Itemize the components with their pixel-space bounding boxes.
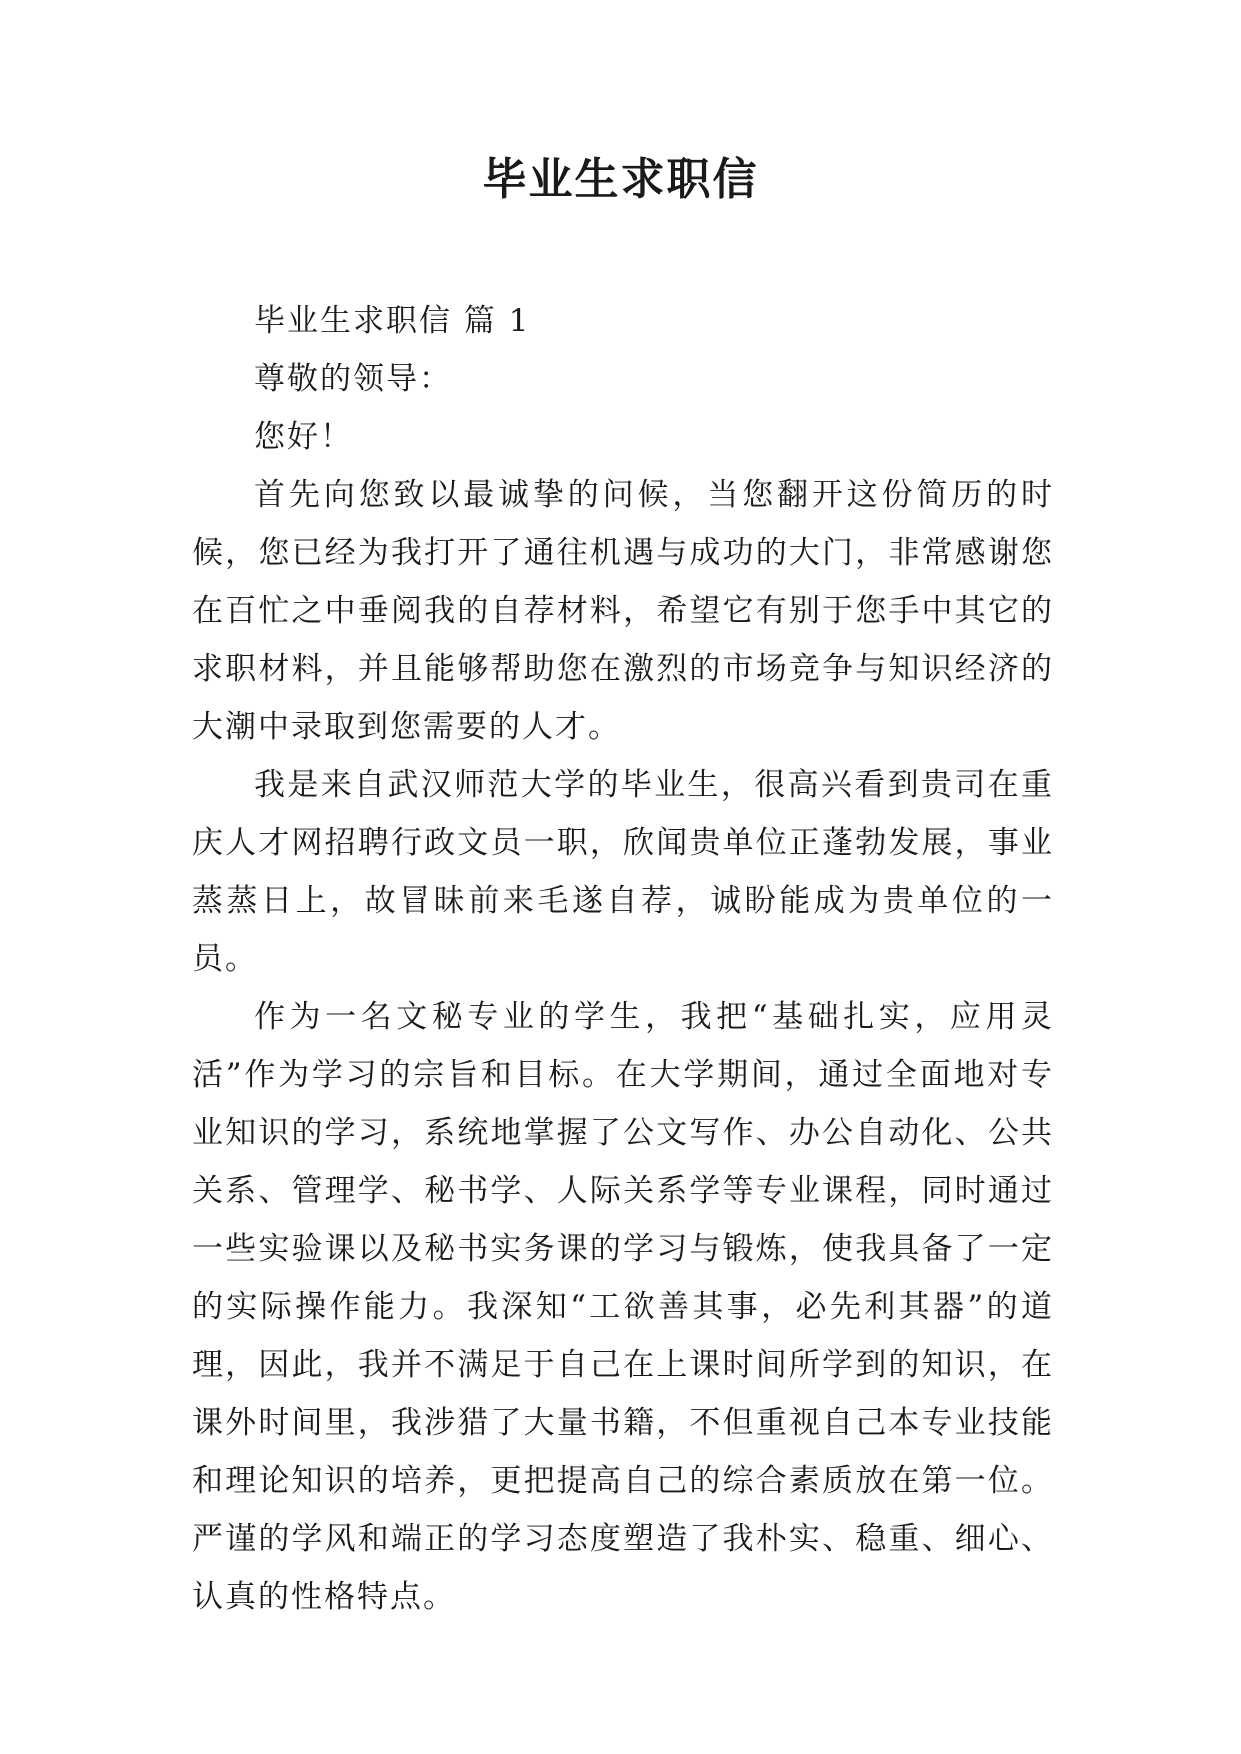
paragraph-background: 我是来自武汉师范大学的毕业生，很高兴看到贵司在重庆人才网招聘行政文员一职，欣闻贵单位正蓬勃发展，事业蒸蒸日上，故冒昧前来毛遂自荐，诚盼能成为贵单位的一员。 [192, 767, 1054, 977]
section-heading: 毕业生求职信 篇 1 [254, 303, 531, 339]
document-title: 毕业生求职信 [482, 154, 759, 205]
salutation: 尊敬的领导： [254, 361, 452, 397]
greeting: 您好！ [254, 419, 353, 455]
paragraph-intro: 首先向您致以最诚挚的问候，当您翻开这份简历的时候，您已经为我打开了通往机遇与成功的大门，非常感谢您在百忙之中垂阅我的自荐材料，希望它有别于您手中其它的求职材料，并且能够帮助您在激烈的市场竞争与知识经济的大潮中录取到您需要的人才。 [192, 477, 1054, 745]
document-body [192, 292, 1054, 1626]
paragraph-study: 作为一名文秘专业的学生，我把“基础扎实，应用灵活”作为学习的宗旨和目标。在大学期间，通过全面地对专业知识的学习，系统地掌握了公文写作、办公自动化、公共关系、管理学、秘书学、人际关系学等专业课程，同时通过一些实验课以及秘书实务课的学习与锻炼，使我具备了一定的实际操作能力。我深知“工欲善其事，必先利其器”的道理，因此，我并不满足于自己在上课时间所学到的知识，在课外时间里，我涉猎了大量书籍，不但重视自己本专业技能和理论知识的培养，更把提高自己的综合素质放在第一位。严谨的学风和端正的学习态度塑造了我朴实、稳重、细心、认真的性格特点。 [192, 999, 1054, 1615]
